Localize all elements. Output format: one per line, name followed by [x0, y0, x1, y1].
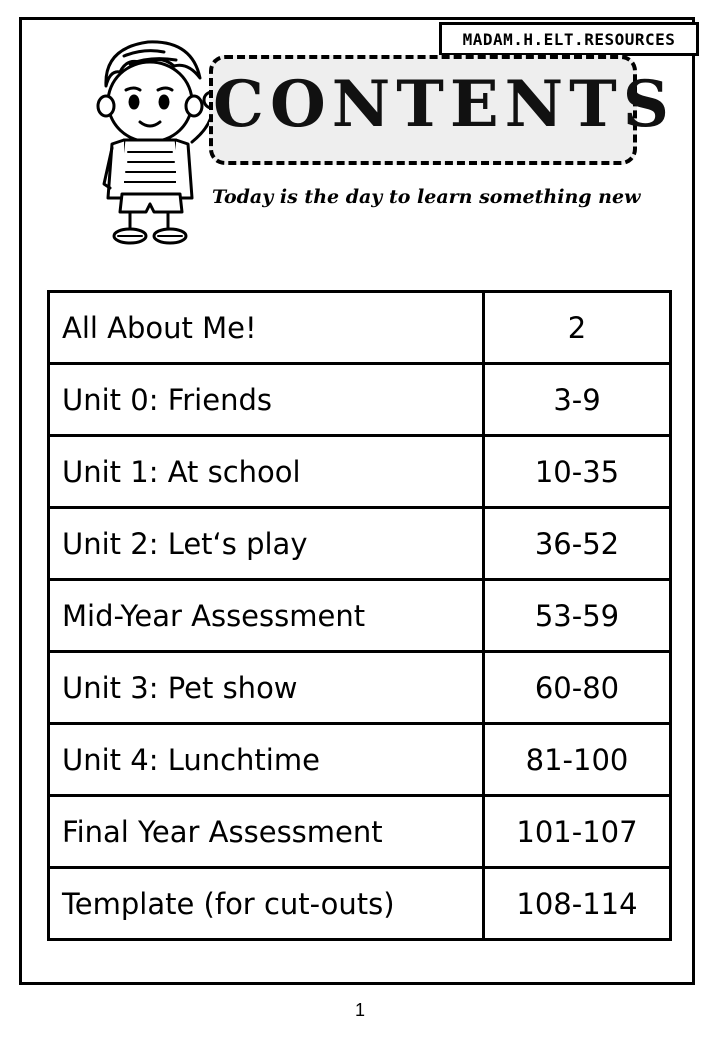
section-title: Unit 4: Lunchtime	[49, 724, 484, 796]
page-range: 36-52	[484, 508, 671, 580]
tagline: Today is the day to learn something new	[212, 186, 641, 208]
section-title: Unit 3: Pet show	[49, 652, 484, 724]
table-row	[49, 436, 671, 508]
table-row	[49, 508, 671, 580]
table-row	[49, 724, 671, 796]
section-title: Unit 0: Friends	[49, 364, 484, 436]
page-number: 1	[354, 1000, 365, 1020]
table-row	[49, 796, 671, 868]
page-range: 53-59	[484, 580, 671, 652]
page-range: 60-80	[484, 652, 671, 724]
title-banner	[209, 55, 675, 165]
page-title: CONTENTS	[213, 67, 675, 142]
section-title: Unit 1: At school	[49, 436, 484, 508]
page-range: 2	[484, 292, 671, 364]
brand-label: MADAM.H.ELT.RESOURCES	[439, 22, 699, 56]
table-row	[49, 868, 671, 940]
table-row	[49, 652, 671, 724]
section-title: All About Me!	[49, 292, 484, 364]
page-range: 101-107	[484, 796, 671, 868]
section-title: Mid-Year Assessment	[49, 580, 484, 652]
page-range: 3-9	[484, 364, 671, 436]
section-title: Unit 2: Let‘s play	[49, 508, 484, 580]
section-title: Template (for cut-outs)	[49, 868, 484, 940]
page-range: 81-100	[484, 724, 671, 796]
table-row	[49, 364, 671, 436]
table-row	[49, 292, 671, 364]
contents-table	[47, 290, 672, 941]
section-title: Final Year Assessment	[49, 796, 484, 868]
table-row	[49, 580, 671, 652]
page-range: 10-35	[484, 436, 671, 508]
page-range: 108-114	[484, 868, 671, 940]
